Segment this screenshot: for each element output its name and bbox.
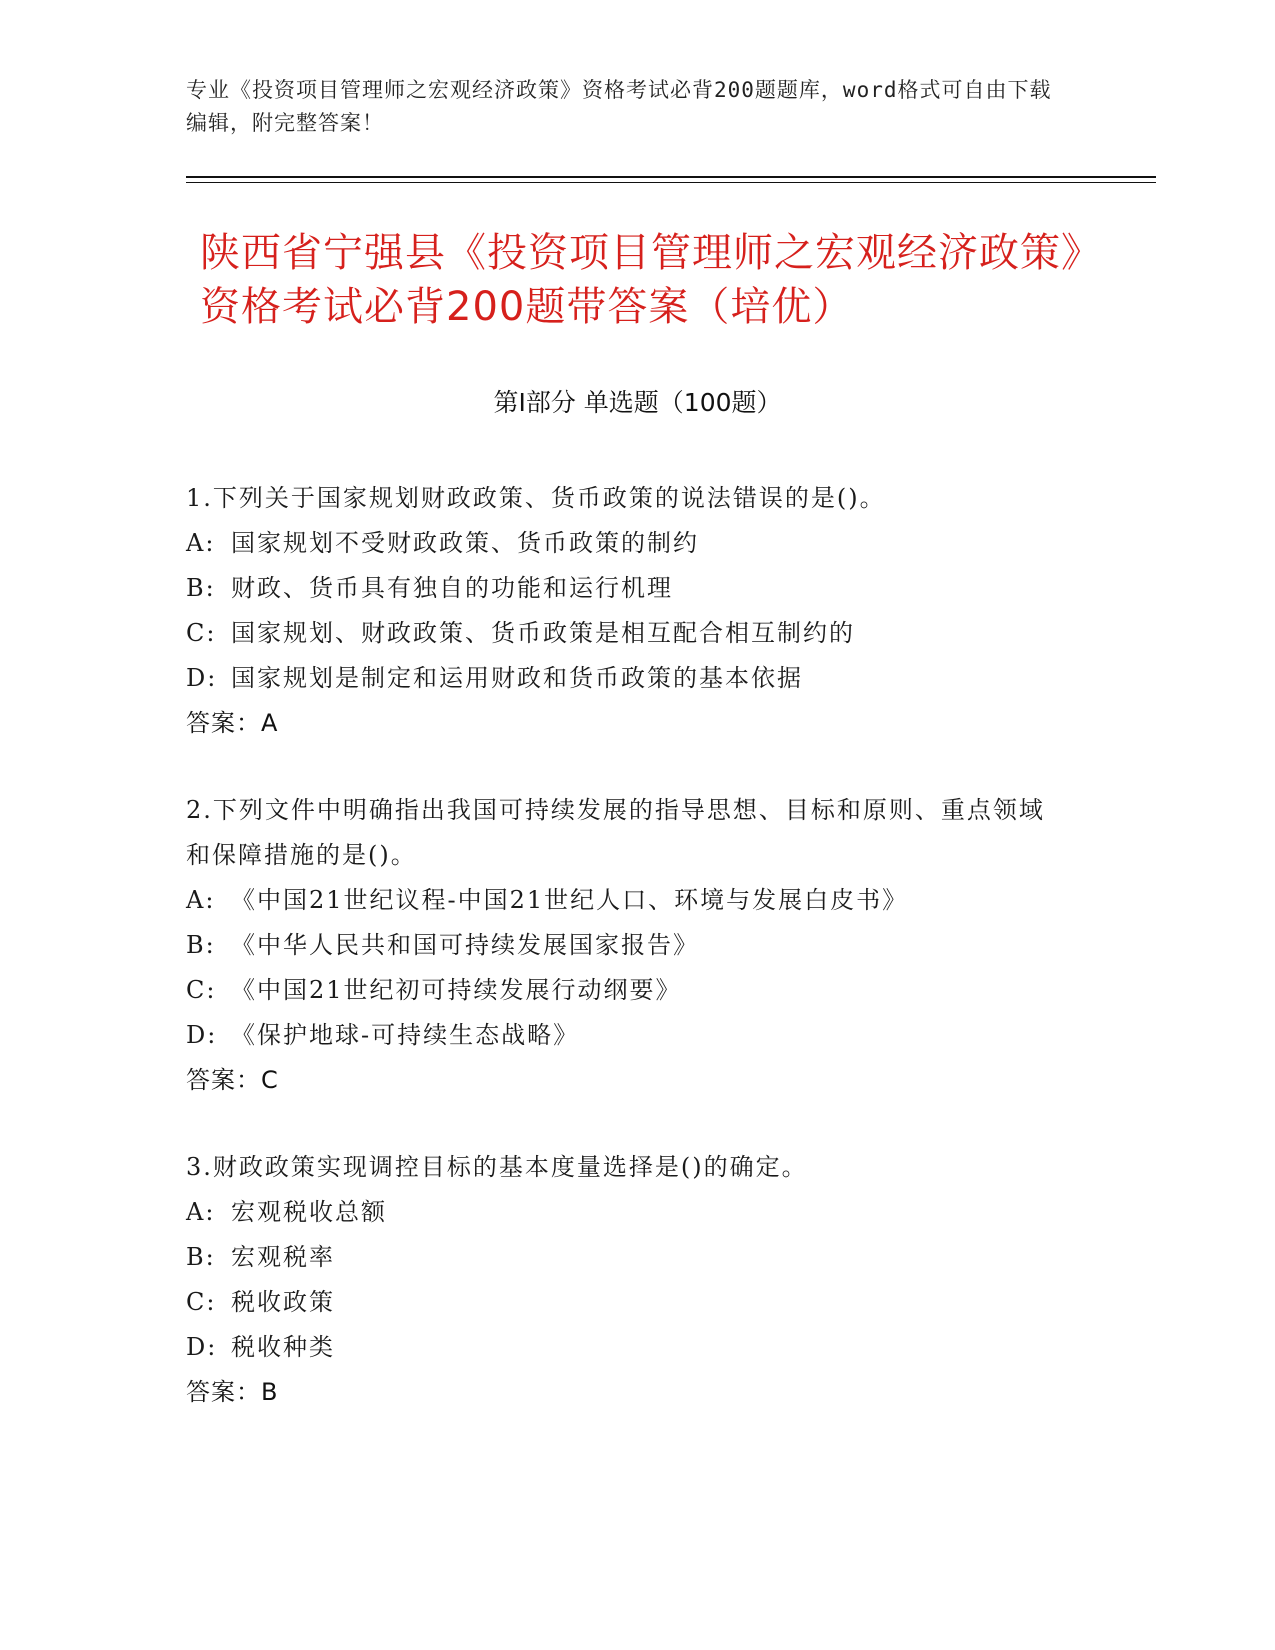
option-text: 宏观税收总额 (231, 1198, 387, 1226)
option-text: 《中国21世纪初可持续发展行动纲要》 (231, 976, 682, 1004)
option-d (186, 656, 1066, 701)
option-letter: C: (186, 976, 217, 1004)
option-letter: D: (186, 1333, 218, 1361)
header-rule-thick (186, 176, 1156, 178)
option-letter: D: (186, 664, 218, 692)
option-b (186, 923, 1066, 968)
option-letter: C: (186, 619, 217, 647)
option-c (186, 611, 1066, 656)
option-text: 财政、货币具有独自的功能和运行机理 (231, 574, 673, 602)
option-text: 税收政策 (231, 1288, 335, 1316)
option-text: 税收种类 (231, 1333, 335, 1361)
question-list (186, 476, 1066, 1457)
document-title: 陕西省宁强县《投资项目管理师之宏观经济政策》资格考试必背200题带答案（培优） (200, 230, 1082, 330)
option-text: 国家规划、财政政策、货币政策是相互配合相互制约的 (231, 619, 855, 647)
option-a (186, 521, 1066, 566)
header-rule-thin (186, 182, 1156, 183)
option-letter: C: (186, 1288, 217, 1316)
question-stem: 1.下列关于国家规划财政政策、货币政策的说法错误的是()。 (186, 484, 886, 512)
option-a (186, 878, 1066, 923)
question-stem: 3.财政政策实现调控目标的基本度量选择是()的确定。 (186, 1153, 808, 1181)
option-text: 《保护地球-可持续生态战略》 (231, 1021, 580, 1049)
option-text: 《中华人民共和国可持续发展国家报告》 (231, 931, 699, 959)
option-text: 国家规划不受财政政策、货币政策的制约 (231, 529, 699, 557)
option-text: 国家规划是制定和运用财政和货币政策的基本依据 (231, 664, 803, 692)
option-letter: A: (186, 529, 216, 557)
option-d (186, 1013, 1066, 1058)
question-stem: 2.下列文件中明确指出我国可持续发展的指导思想、目标和原则、重点领域和保障措施的是()。 (186, 796, 1045, 869)
option-c (186, 1280, 1066, 1325)
option-b (186, 566, 1066, 611)
question-2 (186, 788, 1066, 1103)
option-letter: B: (186, 1243, 216, 1271)
option-a (186, 1190, 1066, 1235)
answer: 答案：A (186, 709, 279, 737)
header-note: 专业《投资项目管理师之宏观经济政策》资格考试必背200题题库，word格式可自由下载编辑，附完整答案！ (186, 78, 1052, 135)
option-text: 宏观税率 (231, 1243, 335, 1271)
answer: 答案：C (186, 1066, 279, 1094)
answer: 答案：B (186, 1378, 279, 1406)
option-letter: B: (186, 574, 216, 602)
option-c (186, 968, 1066, 1013)
option-text: 《中国21世纪议程-中国21世纪人口、环境与发展白皮书》 (231, 886, 909, 914)
option-letter: A: (186, 886, 216, 914)
section-heading: 第I部分 单选题（100题） (493, 388, 782, 417)
question-3 (186, 1145, 1066, 1415)
option-b (186, 1235, 1066, 1280)
option-letter: B: (186, 931, 216, 959)
question-1 (186, 476, 1066, 746)
option-letter: D: (186, 1021, 218, 1049)
option-letter: A: (186, 1198, 216, 1226)
option-d (186, 1325, 1066, 1370)
